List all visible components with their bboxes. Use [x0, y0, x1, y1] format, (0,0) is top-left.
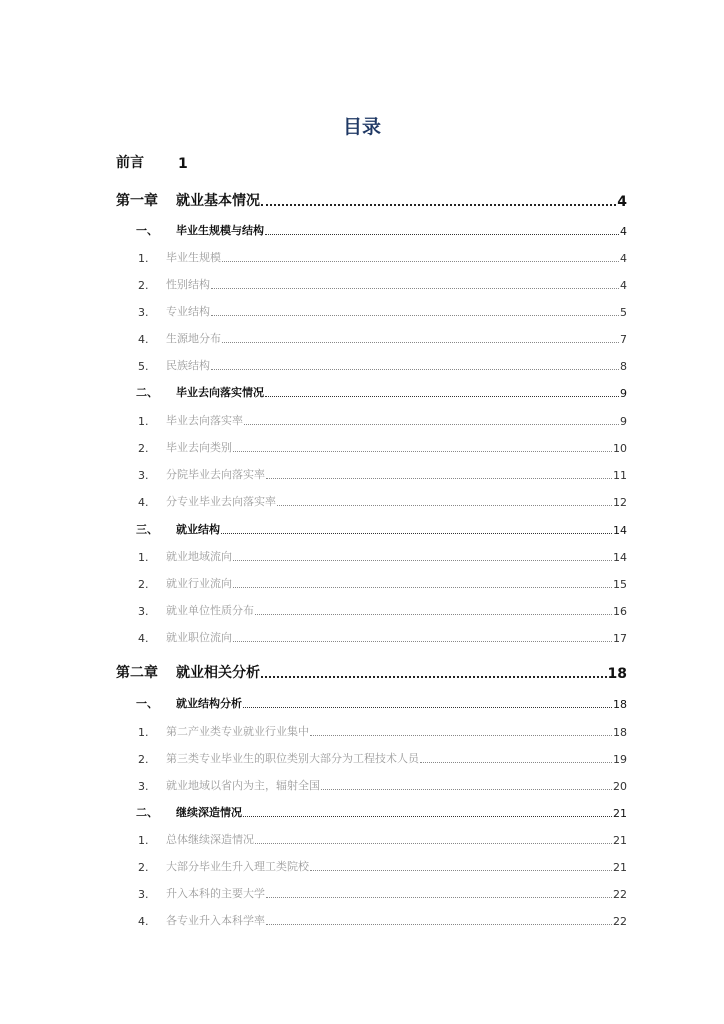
- toc-entry-label: 升入本科的主要大学: [166, 887, 265, 900]
- toc-entry-item[interactable]: [116, 493, 627, 509]
- toc-entry-label: 前言: [116, 155, 144, 171]
- toc-entry-page: 12: [613, 496, 627, 509]
- dot-leader: [222, 342, 619, 343]
- dot-leader: [255, 614, 612, 615]
- toc-entry-number: 第二章: [116, 665, 158, 681]
- toc-entry-number: 1.: [138, 726, 149, 739]
- toc-entry-item[interactable]: [116, 750, 627, 766]
- toc-entry-label: 性别结构: [166, 278, 210, 291]
- toc-entry-number: 3.: [138, 888, 149, 901]
- toc-entry-page: 18: [607, 666, 627, 682]
- toc-entry-label: 总体继续深造情况: [166, 833, 254, 846]
- toc-entry-page: 4: [620, 252, 627, 265]
- toc-entry-page: 4: [620, 279, 627, 292]
- dot-leader: [266, 924, 612, 925]
- toc-entry-item[interactable]: [116, 357, 627, 373]
- toc-entry-page: 21: [613, 807, 627, 820]
- toc-entry-number: 3.: [138, 605, 149, 618]
- toc-entry-label: 就业职位流向: [166, 631, 232, 644]
- toc-entry-item[interactable]: [116, 602, 627, 618]
- dot-leader: [233, 560, 612, 561]
- toc-entry-page: 4: [617, 194, 627, 210]
- toc-entry-section[interactable]: [116, 222, 627, 238]
- toc-entry-item[interactable]: [116, 912, 627, 928]
- toc-entry-number: 三、: [136, 523, 158, 536]
- dot-leader: [221, 533, 612, 534]
- toc-entry-page: 21: [613, 861, 627, 874]
- toc-entry-page: 9: [620, 415, 627, 428]
- toc-entry-section[interactable]: [116, 521, 627, 537]
- toc-entry-label: 第三类专业毕业生的职位类别大部分为工程技术人员: [166, 752, 419, 765]
- dot-leader: [233, 641, 612, 642]
- toc-entry-label: 就业结构分析: [176, 697, 242, 710]
- toc-entry-page: 16: [613, 605, 627, 618]
- toc-entry-preface[interactable]: [116, 152, 627, 172]
- toc-entry-number: 4.: [138, 632, 149, 645]
- toc-entry-number: 3.: [138, 306, 149, 319]
- toc-entry-number: 二、: [136, 386, 158, 399]
- dot-leader: [266, 478, 612, 479]
- toc-entry-item[interactable]: [116, 330, 627, 346]
- toc-entry-page: 10: [613, 442, 627, 455]
- dot-leader: [222, 261, 619, 262]
- dot-leader: [255, 843, 612, 844]
- toc-entry-number: 2.: [138, 442, 149, 455]
- toc-entry-item[interactable]: [116, 303, 627, 319]
- toc-entry-number: 2.: [138, 578, 149, 591]
- toc-entry-item[interactable]: [116, 723, 627, 739]
- toc-entry-item[interactable]: [116, 548, 627, 564]
- toc-entry-page: 8: [620, 360, 627, 373]
- toc-entry-page: 22: [613, 915, 627, 928]
- toc-entry-label: 生源地分布: [166, 332, 221, 345]
- dot-leader: [265, 234, 619, 235]
- toc-entry-label: 继续深造情况: [176, 806, 242, 819]
- toc-entry-page: 20: [613, 780, 627, 793]
- toc-entry-number: 1.: [138, 551, 149, 564]
- toc-entry-number: 3.: [138, 780, 149, 793]
- toc-entry-number: 5.: [138, 360, 149, 373]
- toc-entry-label: 就业地域以省内为主，辐射全国: [166, 779, 320, 792]
- toc-entry-number: 3.: [138, 469, 149, 482]
- toc-entry-label: 就业基本情况: [176, 193, 260, 209]
- toc-entry-label: 毕业去向落实情况: [176, 386, 264, 399]
- toc-entry-section[interactable]: [116, 804, 627, 820]
- dot-leader: [211, 315, 619, 316]
- toc-entry-item[interactable]: [116, 466, 627, 482]
- dot-leader: [310, 735, 612, 736]
- toc-entry-label: 民族结构: [166, 359, 210, 372]
- toc-entry-number: 2.: [138, 279, 149, 292]
- toc-entry-label: 就业结构: [176, 523, 220, 536]
- toc-entry-item[interactable]: [116, 831, 627, 847]
- dot-leader: [244, 424, 619, 425]
- toc-entry-label: 专业结构: [166, 305, 210, 318]
- toc-entry-page: 14: [613, 524, 627, 537]
- toc-entry-item[interactable]: [116, 276, 627, 292]
- toc-entry-page: 19: [613, 753, 627, 766]
- dot-leader: [277, 505, 612, 506]
- toc-entry-label: 就业行业流向: [166, 577, 232, 590]
- toc-entry-item[interactable]: [116, 629, 627, 645]
- toc-entry-number: 第一章: [116, 193, 158, 209]
- toc-title: 目录: [342, 116, 381, 138]
- toc-entry-page: 18: [613, 726, 627, 739]
- toc-entry-number: 4.: [138, 496, 149, 509]
- toc-entry-item[interactable]: [116, 249, 627, 265]
- dot-leader: [233, 451, 612, 452]
- toc-entry-section[interactable]: [116, 384, 627, 400]
- dot-leader: [211, 369, 619, 370]
- toc-entry-label: 就业单位性质分布: [166, 604, 254, 617]
- toc-entry-item[interactable]: [116, 439, 627, 455]
- toc-entry-page: 17: [613, 632, 627, 645]
- toc-entry-number: 4.: [138, 333, 149, 346]
- toc-entry-page: 7: [620, 333, 627, 346]
- toc-entry-section[interactable]: [116, 695, 627, 711]
- toc-entry-label: 毕业生规模: [166, 251, 221, 264]
- toc-entry-label: 分院毕业去向落实率: [166, 468, 265, 481]
- toc-entry-number: 1.: [138, 415, 149, 428]
- toc-entry-label: 毕业生规模与结构: [176, 224, 264, 237]
- toc-entry-label: 分专业毕业去向落实率: [166, 495, 276, 508]
- dot-leader: [243, 707, 612, 708]
- toc-entry-page: 21: [613, 834, 627, 847]
- toc-entry-number: 4.: [138, 915, 149, 928]
- toc-entry-page: 11: [613, 469, 627, 482]
- toc-entry-page: 15: [613, 578, 627, 591]
- toc-entry-number: 1.: [138, 834, 149, 847]
- toc-entry-page: 14: [613, 551, 627, 564]
- toc-entry-label: 大部分毕业生升入理工类院校: [166, 860, 309, 873]
- toc-entry-chapter-1[interactable]: [116, 190, 627, 210]
- dot-leader: [211, 288, 619, 289]
- toc-entry-label: 第二产业类专业就业行业集中: [166, 725, 309, 738]
- toc-entry-page: 4: [620, 225, 627, 238]
- toc-entry-label: 就业相关分析: [176, 665, 260, 681]
- toc-entry-label: 毕业去向落实率: [166, 414, 243, 427]
- toc-entry-page: 1: [178, 156, 188, 172]
- toc-entry-item[interactable]: [116, 575, 627, 591]
- toc-entry-page: 5: [620, 306, 627, 319]
- toc-entry-label: 各专业升入本科学率: [166, 914, 265, 927]
- dot-leader: [310, 870, 612, 871]
- dot-leader: [420, 762, 612, 763]
- toc-entry-page: 18: [613, 698, 627, 711]
- toc-entry-number: 2.: [138, 861, 149, 874]
- toc-entry-page: 9: [620, 387, 627, 400]
- dot-leader: [243, 816, 612, 817]
- toc-entry-item[interactable]: [116, 412, 627, 428]
- dot-leader: [261, 676, 607, 678]
- dot-leader: [233, 587, 612, 588]
- toc-entry-number: 2.: [138, 753, 149, 766]
- toc-entry-label: 就业地域流向: [166, 550, 232, 563]
- dot-leader: [266, 897, 612, 898]
- toc-entry-item[interactable]: [116, 777, 627, 793]
- toc-entry-chapter-2[interactable]: [116, 662, 627, 682]
- dot-leader: [265, 396, 619, 397]
- dot-leader: [261, 204, 616, 206]
- toc-entry-item[interactable]: [116, 885, 627, 901]
- toc-entry-number: 一、: [136, 224, 158, 237]
- toc-entry-page: 22: [613, 888, 627, 901]
- dot-leader: [321, 789, 612, 790]
- toc-entry-item[interactable]: [116, 858, 627, 874]
- toc-entry-number: 一、: [136, 697, 158, 710]
- toc-entry-number: 二、: [136, 806, 158, 819]
- toc-entry-number: 1.: [138, 252, 149, 265]
- toc-entry-label: 毕业去向类别: [166, 441, 232, 454]
